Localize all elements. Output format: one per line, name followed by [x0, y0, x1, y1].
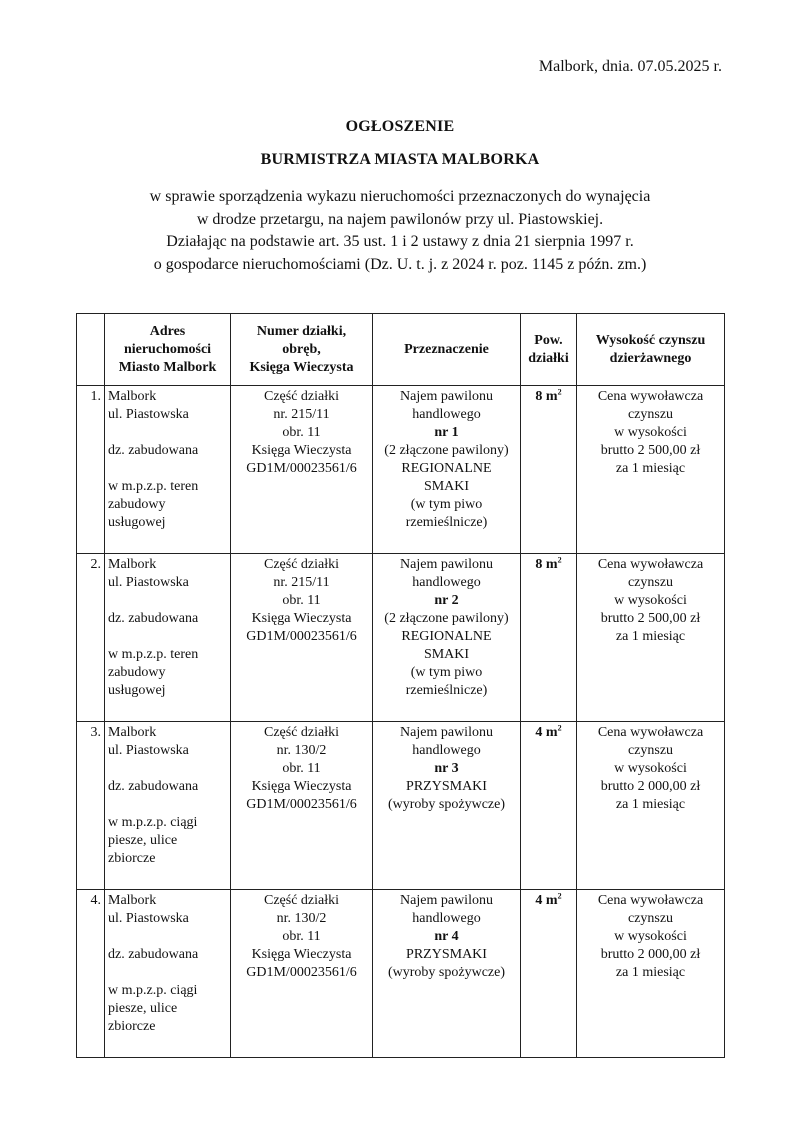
rent-line: czynszu — [627, 407, 674, 422]
property-list-table — [76, 313, 725, 1058]
header-rent-line: dzierżawnego — [609, 350, 692, 366]
pavilion-number: nr 1 — [434, 425, 459, 440]
area-value: 4 m — [535, 893, 558, 908]
plot-line: GD1M/00023561/6 — [246, 965, 357, 980]
header-address-line: Miasto Malbork — [118, 359, 217, 375]
header-purpose: Przeznaczenie — [373, 314, 521, 386]
address-zoning: zbiorcze — [108, 851, 156, 866]
address-street: ul. Piastowska — [108, 575, 189, 590]
address-zoning: zabudowy — [108, 665, 166, 680]
pavilion-number: nr 2 — [434, 593, 459, 608]
purpose-line: PRZYSMAKI — [406, 779, 487, 794]
rent-line: brutto 2 500,00 zł — [600, 443, 701, 458]
purpose-line: Najem pawilonu — [400, 557, 493, 572]
address-status: dz. zabudowana — [108, 443, 199, 458]
rent-line: czynszu — [627, 575, 674, 590]
purpose-line: (2 złączone pawilony) — [384, 611, 509, 626]
plot-line: obr. 11 — [282, 593, 321, 608]
intro-paragraph — [0, 186, 800, 276]
intro-line: w drodze przetargu, na najem pawilonów przy ul. Piastowskiej. — [196, 210, 604, 228]
rent-line: za 1 miesiąc — [615, 797, 686, 812]
cell-area — [521, 722, 577, 890]
cell-address — [105, 890, 231, 1058]
address-city: Malbork — [108, 389, 157, 404]
plot-line: Księga Wieczysta — [251, 611, 352, 626]
plot-line: Część działki — [263, 725, 340, 740]
rent-line: za 1 miesiąc — [615, 965, 686, 980]
purpose-line: PRZYSMAKI — [406, 947, 487, 962]
header-address — [105, 314, 231, 386]
cell-rent — [577, 890, 725, 1058]
intro-line: o gospodarce nieruchomościami (Dz. U. t. j. z 2024 r. poz. 1145 z późn. zm.) — [153, 255, 647, 273]
purpose-line: rzemieślnicze) — [405, 515, 488, 530]
plot-line: GD1M/00023561/6 — [246, 461, 357, 476]
cell-rent — [577, 554, 725, 722]
address-street: ul. Piastowska — [108, 911, 189, 926]
plot-line: obr. 11 — [282, 761, 321, 776]
header-plot — [231, 314, 373, 386]
plot-line: Część działki — [263, 893, 340, 908]
purpose-line: REGIONALNE — [401, 461, 492, 476]
plot-line: nr. 215/11 — [273, 575, 330, 590]
rent-line: czynszu — [627, 911, 674, 926]
purpose-line: handlowego — [412, 407, 481, 422]
area-unit-superscript: 2 — [557, 387, 562, 397]
cell-lp: 4. — [77, 890, 105, 1058]
area-value: 8 m — [535, 389, 558, 404]
cell-purpose — [373, 722, 521, 890]
rent-line: Cena wywoławcza — [597, 557, 704, 572]
cell-address — [105, 722, 231, 890]
purpose-line: REGIONALNE — [401, 629, 492, 644]
header-lp — [77, 314, 105, 386]
area-unit-superscript: 2 — [557, 723, 562, 733]
header-rent — [577, 314, 725, 386]
purpose-line: Najem pawilonu — [400, 893, 493, 908]
purpose-line: rzemieślnicze) — [405, 683, 488, 698]
cell-purpose — [373, 386, 521, 554]
rent-line: w wysokości — [614, 593, 687, 608]
document-date: Malbork, dnia. 07.05.2025 r. — [538, 58, 722, 75]
document-title: OGŁOSZENIE — [345, 118, 455, 135]
plot-line: Księga Wieczysta — [251, 779, 352, 794]
plot-line: Część działki — [263, 389, 340, 404]
table-row — [77, 890, 725, 1058]
address-status: dz. zabudowana — [108, 611, 199, 626]
cell-plot — [231, 386, 373, 554]
cell-area — [521, 890, 577, 1058]
purpose-line: (w tym piwo — [410, 665, 483, 680]
cell-rent — [577, 386, 725, 554]
header-area — [521, 314, 577, 386]
cell-purpose — [373, 554, 521, 722]
cell-plot — [231, 554, 373, 722]
plot-line: nr. 130/2 — [276, 911, 327, 926]
intro-line: w sprawie sporządzenia wykazu nieruchomości przeznaczonych do wynajęcia — [149, 188, 651, 205]
pavilion-number: nr 3 — [434, 761, 459, 776]
address-zoning: w m.p.z.p. ciągi — [108, 983, 198, 998]
cell-area — [521, 386, 577, 554]
rent-line: brutto 2 500,00 zł — [600, 611, 701, 626]
header-rent-line: Wysokość czynszu — [595, 332, 706, 348]
cell-lp: 2. — [77, 554, 105, 722]
purpose-line: Najem pawilonu — [400, 725, 493, 740]
address-city: Malbork — [108, 893, 157, 908]
rent-line: czynszu — [627, 743, 674, 758]
plot-line: Część działki — [263, 557, 340, 572]
rent-line: w wysokości — [614, 425, 687, 440]
plot-line: obr. 11 — [282, 425, 321, 440]
header-plot-line: obręb, — [282, 341, 321, 357]
rent-line: brutto 2 000,00 zł — [600, 779, 701, 794]
header-area-line: Pow. — [534, 332, 563, 348]
rent-line: Cena wywoławcza — [597, 725, 704, 740]
pavilion-number: nr 4 — [434, 929, 459, 944]
purpose-line: Najem pawilonu — [400, 389, 493, 404]
cell-rent — [577, 722, 725, 890]
table-header-row — [77, 314, 725, 386]
cell-lp: 1. — [77, 386, 105, 554]
address-zoning: usługowej — [108, 683, 166, 698]
area-value: 8 m — [535, 557, 558, 572]
plot-line: GD1M/00023561/6 — [246, 797, 357, 812]
purpose-line: (2 złączone pawilony) — [384, 443, 509, 458]
cell-area — [521, 554, 577, 722]
address-status: dz. zabudowana — [108, 779, 199, 794]
purpose-line: (wyroby spożywcze) — [387, 797, 505, 812]
rent-line: Cena wywoławcza — [597, 389, 704, 404]
rent-line: za 1 miesiąc — [615, 461, 686, 476]
address-zoning: w m.p.z.p. teren — [108, 647, 199, 662]
purpose-line: (wyroby spożywcze) — [387, 965, 505, 980]
purpose-line: SMAKI — [423, 479, 470, 494]
cell-lp: 3. — [77, 722, 105, 890]
table-row — [77, 722, 725, 890]
header-plot-line: Księga Wieczysta — [249, 359, 354, 375]
header-address-line: nieruchomości — [123, 341, 212, 357]
address-street: ul. Piastowska — [108, 743, 189, 758]
plot-line: obr. 11 — [282, 929, 321, 944]
table-row — [77, 386, 725, 554]
table-row — [77, 554, 725, 722]
cell-plot — [231, 722, 373, 890]
rent-line: za 1 miesiąc — [615, 629, 686, 644]
purpose-line: (w tym piwo — [410, 497, 483, 512]
purpose-line: handlowego — [412, 743, 481, 758]
area-unit-superscript: 2 — [557, 891, 562, 901]
plot-line: GD1M/00023561/6 — [246, 629, 357, 644]
plot-line: Księga Wieczysta — [251, 443, 352, 458]
rent-line: w wysokości — [614, 761, 687, 776]
plot-line: Księga Wieczysta — [251, 947, 352, 962]
address-street: ul. Piastowska — [108, 407, 189, 422]
cell-plot — [231, 890, 373, 1058]
plot-line: nr. 130/2 — [276, 743, 327, 758]
purpose-line: SMAKI — [423, 647, 470, 662]
cell-address — [105, 554, 231, 722]
rent-line: w wysokości — [614, 929, 687, 944]
address-zoning: w m.p.z.p. teren — [108, 479, 199, 494]
address-city: Malbork — [108, 557, 157, 572]
address-zoning: piesze, ulice — [108, 833, 178, 848]
address-zoning: usługowej — [108, 515, 166, 530]
address-status: dz. zabudowana — [108, 947, 199, 962]
address-zoning: piesze, ulice — [108, 1001, 178, 1016]
cell-address — [105, 386, 231, 554]
address-zoning: w m.p.z.p. ciągi — [108, 815, 198, 830]
cell-purpose — [373, 890, 521, 1058]
header-plot-line: Numer działki, — [256, 323, 347, 339]
plot-line: nr. 215/11 — [273, 407, 330, 422]
area-value: 4 m — [535, 725, 558, 740]
address-city: Malbork — [108, 725, 157, 740]
document-issuer: BURMISTRZA MIASTA MALBORKA — [260, 151, 540, 168]
address-zoning: zabudowy — [108, 497, 166, 512]
address-zoning: zbiorcze — [108, 1019, 156, 1034]
purpose-line: handlowego — [412, 911, 481, 926]
header-area-line: działki — [528, 350, 569, 366]
purpose-line: handlowego — [412, 575, 481, 590]
intro-line: Działając na podstawie art. 35 ust. 1 i 2 ustawy z dnia 21 sierpnia 1997 r. — [166, 233, 634, 250]
header-address-line: Adres — [149, 323, 186, 339]
rent-line: brutto 2 000,00 zł — [600, 947, 701, 962]
rent-line: Cena wywoławcza — [597, 893, 704, 908]
area-unit-superscript: 2 — [557, 555, 562, 565]
